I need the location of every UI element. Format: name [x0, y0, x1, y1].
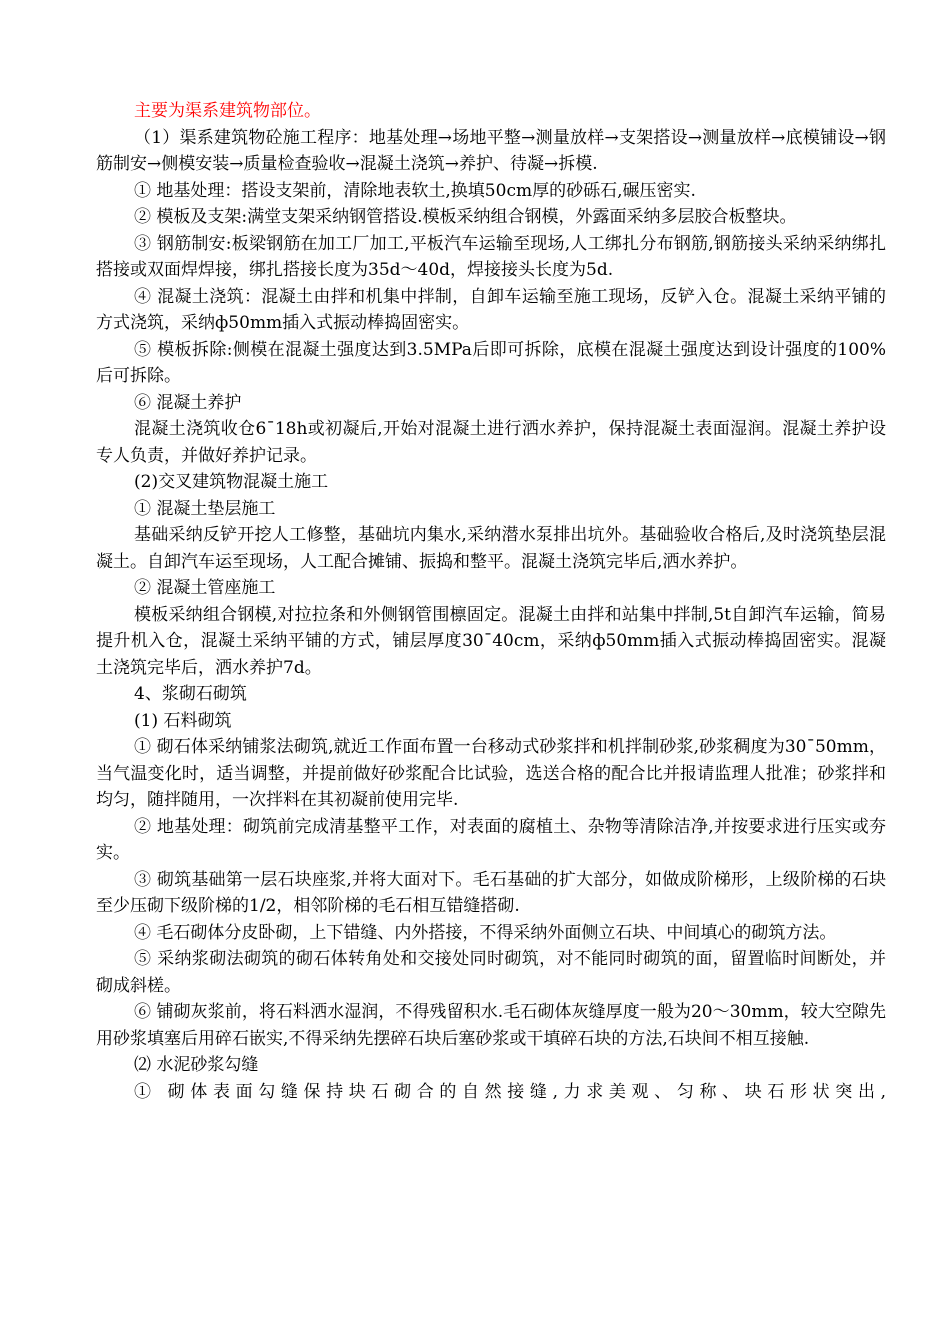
heading-stone-masonry: (1) 石料砌筑 — [134, 710, 232, 731]
paragraph-mortar-bedding: ① 砌石体采纳铺浆法砌筑,就近工作面布置一台移动式砂浆拌和机拌制砂浆,砂浆稠度为30¯50mm，当气温变化时，适当调整，并提前做好砂浆配合比试验，选送合格的配合比并报请监理人批准；砂浆拌和均匀，随拌随用，一次拌料在其初凝前使用完毕. — [96, 737, 886, 810]
paragraph-base-course: ③ 砌筑基础第一层石块座浆,并将大面对下。毛石基础的扩大部分，如做成阶梯形，上级阶梯的石块至少压砌下级阶梯的1/2，相邻阶梯的毛石相互错缝搭砌. — [96, 869, 886, 916]
paragraph-cushion-layer: 基础采纳反铲开挖人工修整，基础坑内集水,采纳潜水泵排出坑外。基础验收合格后,及时浇筑垫层混凝土。自卸汽车运至现场，人工配合摊铺、振捣和整平。混凝土浇筑完毕后,洒水养护。 — [96, 525, 886, 572]
paragraph-rubble-layering: ④ 毛石砌体分皮卧砌，上下错缝、内外搭接，不得采纳外面侧立石块、中间填心的砌筑方法。 — [134, 922, 837, 943]
paragraph-pipe-seat: 模板采纳组合钢模,对拉拉条和外侧钢管围檩固定。混凝土由拌和站集中拌制,5t自卸汽车运输，简易提升机入仓，混凝土采纳平铺的方式，铺层厚度30¯40cm，采纳ф50mm插入式振动棒捣固密实。混凝土浇筑完毕后，洒水养护7d。 — [96, 604, 886, 678]
paragraph-pointing: ① 砌体表面勾缝保持块石砌合的自然接缝,力求美观、匀称、块石形状突出, — [134, 1081, 886, 1102]
paragraph-formwork-support: ② 模板及支架:满堂支架采纳钢管搭设.模板采纳组合钢模，外露面采纳多层胶合板整块。 — [134, 207, 797, 227]
paragraph-masonry-foundation: ② 地基处理：砌筑前完成清基整平工作，对表面的腐植土、杂物等清除洁净,并按要求进行压实或夯实。 — [96, 816, 886, 863]
heading-cross-structures: (2)交叉建筑物混凝土施工 — [134, 472, 329, 492]
paragraph-mortar-joints: ⑥ 铺砌灰浆前，将石料洒水湿润，不得残留积水.毛石砌体灰缝厚度一般为20～30mm，较大空隙先用砂浆填塞后用碎石嵌实,不得采纳先摆碎石块后塞砂浆或干填碎石块的方法,石块间不相互接触. — [96, 1002, 886, 1049]
paragraph-formwork-removal: ⑤ 模板拆除:侧模在混凝土强度达到3.5MPa后即可拆除，底模在混凝土强度达到设计强度的100%后可拆除。 — [96, 339, 886, 386]
paragraph-construction-procedure: （1）渠系建筑物砼施工程序：地基处理→场地平整→测量放样→支架搭设→测量放样→底模铺设→钢筋制安→侧模安装→质量检查验收→混凝土浇筑→养护、待凝→拆模. — [96, 127, 886, 174]
heading-concrete-curing: ⑥ 混凝土养护 — [134, 392, 242, 413]
paragraph-foundation-treatment: ① 地基处理：搭设支架前，清除地表软土,换填50cm厚的砂砾石,碾压密实. — [134, 180, 696, 201]
intro-line: 主要为渠系建筑物部位。 — [134, 101, 321, 121]
document-body — [96, 98, 886, 1105]
paragraph-concrete-curing: 混凝土浇筑收仓6¯18h或初凝后,开始对混凝土进行洒水养护，保持混凝土表面湿润。混凝土养护设专人负责，并做好养护记录。 — [96, 419, 886, 466]
heading-pipe-seat: ② 混凝土管座施工 — [134, 578, 276, 598]
heading-cushion-layer: ① 混凝土垫层施工 — [134, 498, 276, 519]
heading-masonry: 4、浆砌石砌筑 — [134, 684, 247, 704]
heading-pointing: ⑵ 水泥砂浆勾缝 — [134, 1055, 259, 1075]
paragraph-corners: ⑤ 采纳浆砌法砌筑的砌石体转角处和交接处同时砌筑，对不能同时砌筑的面，留置临时间断处，并砌成斜槎。 — [96, 949, 886, 996]
paragraph-concrete-pouring: ④ 混凝土浇筑：混凝土由拌和机集中拌制，自卸车运输至施工现场，反铲入仓。混凝土采纳平铺的方式浇筑，采纳ф50mm插入式振动棒捣固密实。 — [96, 286, 886, 333]
paragraph-rebar: ③ 钢筋制安:板梁钢筋在加工厂加工,平板汽车运输至现场,人工绑扎分布钢筋,钢筋接头采纳采纳绑扎搭接或双面焊焊接，绑扎搭接长度为35d～40d，焊接接头长度为5d. — [96, 233, 886, 280]
